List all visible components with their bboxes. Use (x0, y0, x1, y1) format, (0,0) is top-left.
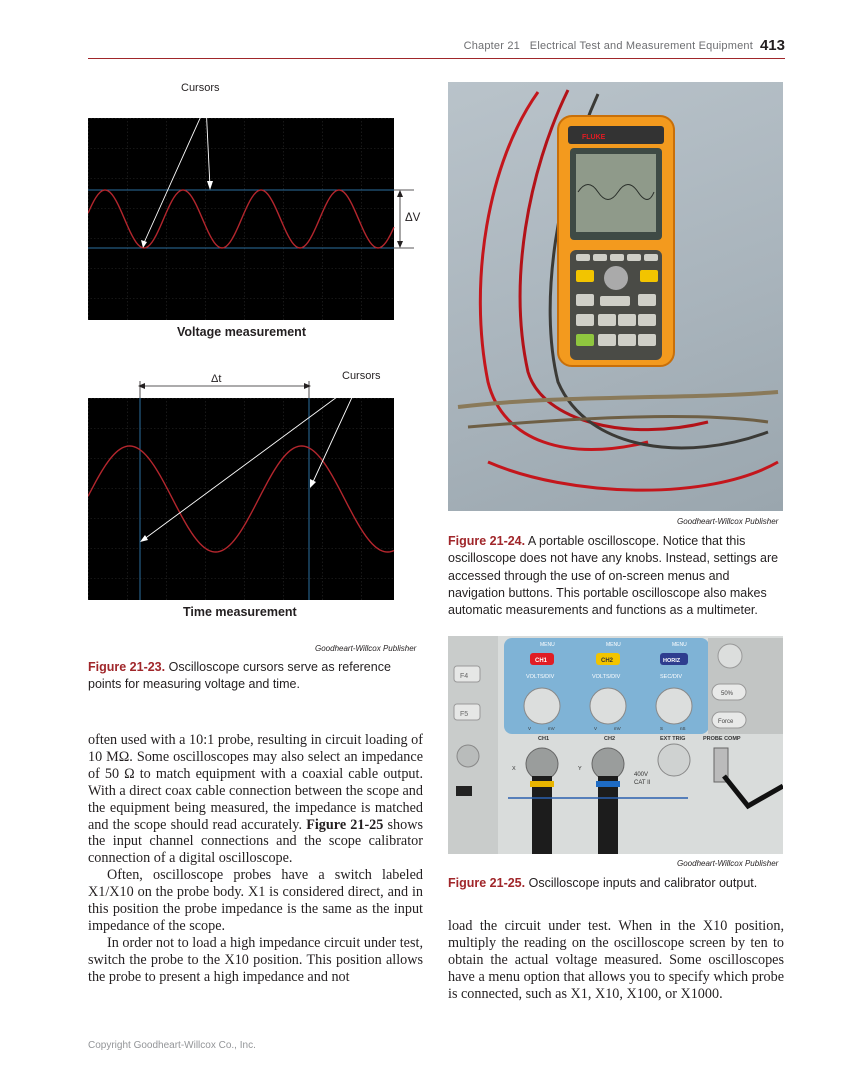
dv-arrow-down (397, 241, 403, 248)
left-paragraph-3: In order not to load a high impedance circuit under test, switch the probe to the X10 position. This position allows the probe to present a high impedance and not (88, 934, 423, 985)
svg-text:S: S (660, 726, 664, 731)
fig24-number: Figure 21-24. (448, 534, 526, 548)
time-measurement-title: Time measurement (183, 605, 297, 619)
chapter-title: Electrical Test and Measurement Equipment (529, 40, 753, 52)
fig24-caption (448, 533, 788, 619)
ch1-volts-knob (524, 688, 560, 724)
sec-div-label: SEC/DIV (660, 674, 683, 680)
ch1-input-label: CH1 (538, 736, 550, 742)
cursors-label-top: Cursors (181, 82, 220, 94)
x-label: X (512, 766, 516, 772)
ch2-probe-cable (598, 776, 618, 854)
f5-label: F5 (460, 711, 469, 718)
menu-label-1: MENU (540, 642, 555, 648)
svg-text:HORIZ: HORIZ (663, 658, 681, 664)
rating-label: 400V (634, 772, 649, 778)
ext-trig-bnc (658, 744, 690, 776)
f4-label: F4 (460, 673, 469, 680)
sec-div-knob (656, 688, 692, 724)
ch2-volts-knob (590, 688, 626, 724)
fig23-number: Figure 21-23. (88, 660, 166, 674)
svg-text:mV: mV (548, 726, 555, 731)
fig23-caption-text: Oscilloscope cursors serve as reference points for measuring voltage and time. (88, 660, 391, 692)
svg-text:V: V (594, 726, 598, 731)
portable-oscilloscope-illustration (448, 82, 783, 511)
portable-oscilloscope-photo (448, 82, 783, 511)
ext-trig-label: EXT TRIG (660, 736, 686, 742)
delta-t-label: Δt (211, 373, 222, 385)
probe-clip (724, 776, 783, 806)
volts-div-label-1: VOLTS/DIV (526, 674, 555, 680)
svg-text:Force: Force (718, 719, 734, 725)
fig24-credit: Goodheart-Willcox Publisher (677, 517, 779, 526)
ch1-bnc (526, 748, 558, 780)
fig25-number: Figure 21-25. (448, 876, 526, 890)
fig24-caption-text: A portable oscilloscope. Notice that this oscilloscope does not have any knobs. Instead, settings are accessed through the use of on-screen menus and navigation buttons. This portable oscilloscope also makes automatic measurements and functions as a multimeter. (448, 534, 779, 618)
fig23-caption (88, 659, 423, 694)
page-number: 413 (759, 37, 785, 54)
running-header (464, 40, 753, 52)
time-grid (88, 398, 394, 600)
left-paragraph-2: Often, oscilloscope probes have a switch labeled X1/X10 on the probe body. X1 is considered direct, and in this position the probe impedance is the same as the input impedance of the scope. (88, 867, 423, 934)
right-paragraph-1: load the circuit under test. When in the X10 position, multiply the reading on the oscilloscope screen by ten to obtain the actual voltage measured. Some oscilloscopes have a menu option that allows you to specify which probe is connected, such as X1, X10, X100, or X1000. (448, 918, 784, 1002)
fig25-credit: Goodheart-Willcox Publisher (677, 859, 779, 868)
dt-arrow-left (138, 383, 145, 389)
svg-text:CH2: CH2 (601, 658, 614, 664)
left-column-text (88, 732, 423, 986)
probe-cable-1 (458, 392, 778, 407)
svg-text:nS: nS (680, 726, 686, 731)
brand-label: FLUKE (582, 134, 606, 141)
svg-text:50%: 50% (721, 691, 734, 697)
dv-arrow-up (397, 190, 403, 197)
svg-text:V: V (528, 726, 532, 731)
svg-text:CH1: CH1 (535, 658, 548, 664)
left-paragraph-1: often used with a 10:1 probe, resulting in circuit loading of 10 MΩ. Some oscilloscopes may also select an impedance of 50 Ω to match equipment with a coaxial cable output. With a direct coax cable connection between the scope and the equipment being measured, the impedance is matched and the scope should read accurately. Figure 21-25 shows the input channel connections and the scope calibrator connection of a digital oscilloscope. (88, 732, 424, 867)
menu-label-2: MENU (606, 642, 621, 648)
red-coil (488, 462, 778, 490)
copyright-footer: Copyright Goodheart-Willcox Co., Inc. (88, 1040, 256, 1051)
probe-comp-label: PROBE COMP (703, 736, 741, 742)
chapter-label: Chapter 21 (463, 40, 520, 52)
ch2-input-label: CH2 (604, 736, 616, 742)
ch1-probe-cable (532, 776, 552, 854)
fig25-caption-text: Oscilloscope inputs and calibrator output. (528, 876, 758, 890)
scope-inputs-illustration (448, 636, 783, 854)
cat-label: CAT II (634, 780, 651, 786)
scope-inputs-photo (448, 636, 783, 854)
dt-arrow-right (304, 383, 311, 389)
voltage-scope-graphic (88, 95, 438, 325)
header-rule (88, 58, 785, 59)
ch2-bnc (592, 748, 624, 780)
menu-label-3: MENU (672, 642, 687, 648)
time-scope-graphic (88, 378, 408, 608)
fig23-credit: Goodheart-Willcox Publisher (315, 644, 417, 653)
svg-text:mV: mV (614, 726, 621, 731)
scope-lcd (576, 154, 656, 232)
y-label: Y (578, 766, 582, 772)
right-column-text (448, 918, 784, 1003)
volts-div-label-2: VOLTS/DIV (592, 674, 621, 680)
cursors-label-bottom: Cursors (342, 370, 381, 382)
voltage-measurement-title: Voltage measurement (177, 325, 306, 339)
delta-v-label: ΔV (405, 212, 421, 224)
fig25-caption (448, 875, 788, 892)
